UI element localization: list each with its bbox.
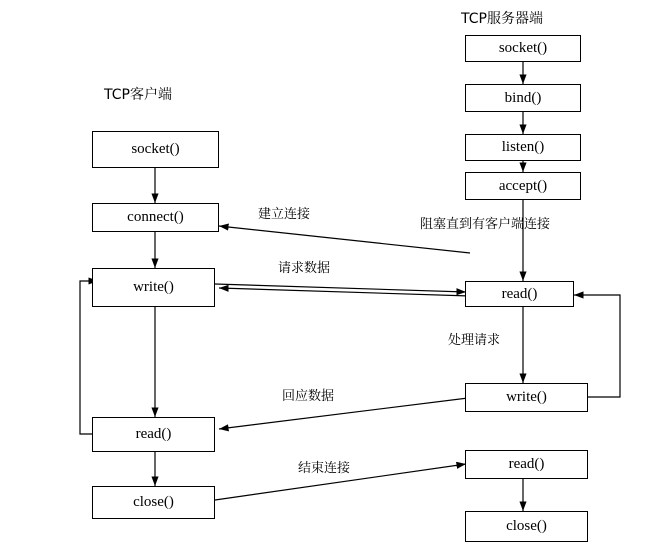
server-title: TCP服务器端	[461, 11, 543, 27]
edge-label-block-until-client: 阻塞直到有客户端连接	[420, 217, 551, 232]
server-node-close[interactable]: close()	[465, 511, 588, 542]
edge-label-establish-connection: 建立连接	[258, 207, 311, 222]
client-node-socket[interactable]: socket()	[92, 131, 219, 168]
client-node-write[interactable]: write()	[92, 268, 215, 307]
edge-label-process-request: 处理请求	[448, 333, 501, 348]
edge-label-request-data: 请求数据	[278, 261, 331, 276]
server-node-accept[interactable]: accept()	[465, 172, 581, 200]
server-node-listen[interactable]: listen()	[465, 134, 581, 161]
edge-label-end-connection: 结束连接	[298, 461, 351, 476]
server-node-read-close[interactable]: read()	[465, 450, 588, 479]
server-node-socket[interactable]: socket()	[465, 35, 581, 62]
server-node-bind[interactable]: bind()	[465, 84, 581, 112]
edge-label-response-data: 回应数据	[282, 389, 335, 404]
server-node-read-request[interactable]: read()	[465, 281, 574, 307]
client-title: TCP客户端	[104, 87, 172, 103]
client-node-read[interactable]: read()	[92, 417, 215, 452]
client-node-close[interactable]: close()	[92, 486, 215, 519]
server-node-write[interactable]: write()	[465, 383, 588, 412]
client-node-connect[interactable]: connect()	[92, 203, 219, 232]
